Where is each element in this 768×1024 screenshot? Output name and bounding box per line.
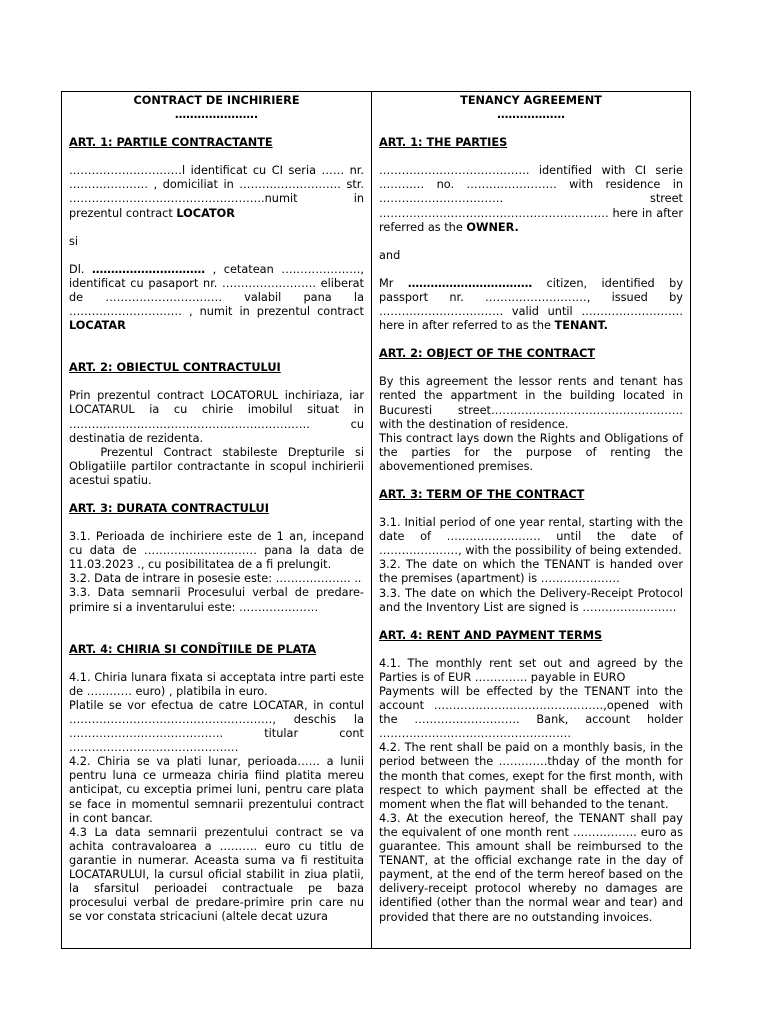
art4-para4-ro: 4.3 La data semnarii prezentului contract se va achita contravaloarea a ………. euro cu titlu de garantie in numerar. Aceasta suma va fi restituita LOCATARULUI, la cursul oficial stabilit in ziua platii, la sfarsitul perioadei contractuale pe baza procesului verbal de predare-primire prin care nu se vor constata stricaciuni (altele decat uzura [69, 825, 364, 924]
art1-para1-ro: …………………………l identificat cu CI seria …… nr. ………………… , domiciliat in ……………………… str. …………………………………………….numit in prezentul contract LOCATOR [69, 164, 364, 220]
art4-para4-en: 4.3. At the execution hereof, the TENANT shall pay the equivalent of one month rent …………….. euro as guarantee. This amount shall be reimbursed to the TENANT, at the official exchange rate in the day of payment, at the end of the term hereof based on the delivery-receipt protocol whereby no damages are identified (other than the normal wear and tear) and provided that there are no outstanding invoices. [379, 811, 683, 924]
art1-heading-ro: ART. 1: PARTILE CONTRACTANTE [69, 136, 273, 150]
art4-para3-ro: 4.2. Chiria se va plati lunar, perioada…… a lunii pentru luna ce urmeaza chiria fiind platita mereu anticipat, cu exceptia primei luni, pentru care plata se face in momentul semnarii prezentului contract in cont bancar. [69, 755, 364, 825]
contract-title-dots-ro: …………………. [174, 108, 259, 122]
art4-para1-ro: 4.1. Chiria lunara fixata si acceptata intre parti este de ………… euro) , platibila in euro. [69, 670, 364, 698]
art2-heading-ro: ART. 2: OBIECTUL CONTRACTULUI [69, 361, 281, 375]
bilingual-contract-table [61, 91, 691, 949]
contract-title-ro: CONTRACT DE INCHIRIERE [133, 94, 300, 107]
art1-para2-en: Mr …………………………… citizen, identified by passport nr. ………………………, issued by …………………………… valid until ……………………… here in after referred to as the TENANT. [379, 276, 684, 333]
art2-para1-ro: Prin prezentul contract LOCATORUL inchiriaza, iar LOCATARUL ia cu chirie imobilul situat in ………………………………………………………. cu destinatia de rezidenta. [69, 389, 364, 445]
art4-heading-ro: ART. 4: CHIRIA SI CONDÎTIILE DE PLATA [69, 642, 317, 656]
contract-title-en: TENANCY AGREEMENT [460, 94, 602, 107]
art1-para1-en: …………………………………. identified with CI serie ………… no. …………………… with residence in …………………………… street ……………………………………………………. here in after referred as the OWNER. [379, 164, 683, 234]
art4-para2-en: Payments will be effected by the TENANT into the account ………………………………………,opened with the ………………………. Bank, account holder …………………………………………… [379, 685, 683, 741]
art2-para2-ro: Prezentul Contract stabileste Drepturile si Obligatiile partilor contractante in scopul inchirierii acestui spatiu. [69, 445, 368, 487]
art4-para3-en: 4.2. The rent shall be paid on a monthly basis, in the period between the ………….thday of the month for the month that comes, exept for the first month, with respect to which payment shall be effected at the moment when the flat will behanded to the tenant. [379, 741, 683, 811]
art3-para3-en: 3.3. The date on which the Delivery-Receipt Protocol and the Inventory List are signed is ……………………. [379, 586, 683, 614]
english-column [372, 92, 690, 948]
art3-heading-en: ART. 3: TERM OF THE CONTRACT [379, 487, 585, 501]
art2-para2-en: This contract lays down the Rights and Obligations of the parties for the purpose of renting the abovementioned premises. [379, 431, 683, 473]
art2-heading-en: ART. 2: OBJECT OF THE CONTRACT [379, 347, 596, 361]
and-ro: si [69, 234, 79, 248]
romanian-column [62, 92, 372, 948]
art3-heading-ro: ART. 3: DURATA CONTRACTULUI [69, 501, 269, 515]
art3-para3-ro: 3.3. Data semnarii Procesului verbal de predare-primire si a inventarului este: ………………… [69, 586, 364, 614]
art3-para1-en: 3.1. Initial period of one year rental, starting with the date of ……………………. until the date of …………………, with the possibility of being extended. [379, 516, 683, 558]
art3-para2-en: 3.2. The date on which the TENANT is handed over the premises (apartment) is ………………… [379, 558, 683, 586]
contract-title-dots-en: ……………… [497, 108, 565, 122]
art4-heading-en: ART. 4: RENT AND PAYMENT TERMS [379, 628, 603, 642]
art1-para2-ro: Dl. ………………………… , cetatean …………………, identificat cu pasaport nr. ……………………. eliberat de …………………………. valabil pana la ………………………… , numit in prezentul contract LOCATAR [69, 262, 365, 333]
and-en: and [379, 248, 401, 262]
art2-para1-en: By this agreement the lessor rents and tenant has rented the appartment in the building located in Bucuresti street…………………………………………… with the destination of residence. [379, 375, 683, 431]
art3-para2-ro: 3.2. Data de intrare in posesie este: ……………….. .. [69, 572, 362, 586]
art4-para1-en: 4.1. The monthly rent set out and agreed by the Parties is of EUR ………….. payable in EURO [379, 656, 683, 684]
art1-heading-en: ART. 1: THE PARTIES [379, 136, 508, 150]
art4-para2-ro: Platile se vor efectua de catre LOCATAR, in contul ………………………………………………, deschis la ………………………………….. titular cont ……………………………………… [69, 698, 364, 755]
art3-para1-ro: 3.1. Perioada de inchiriere este de 1 an, incepand cu data de ………………………… pana la data de 11.03.2023 ., cu posibilitatea de a fi prelungit. [69, 530, 364, 572]
